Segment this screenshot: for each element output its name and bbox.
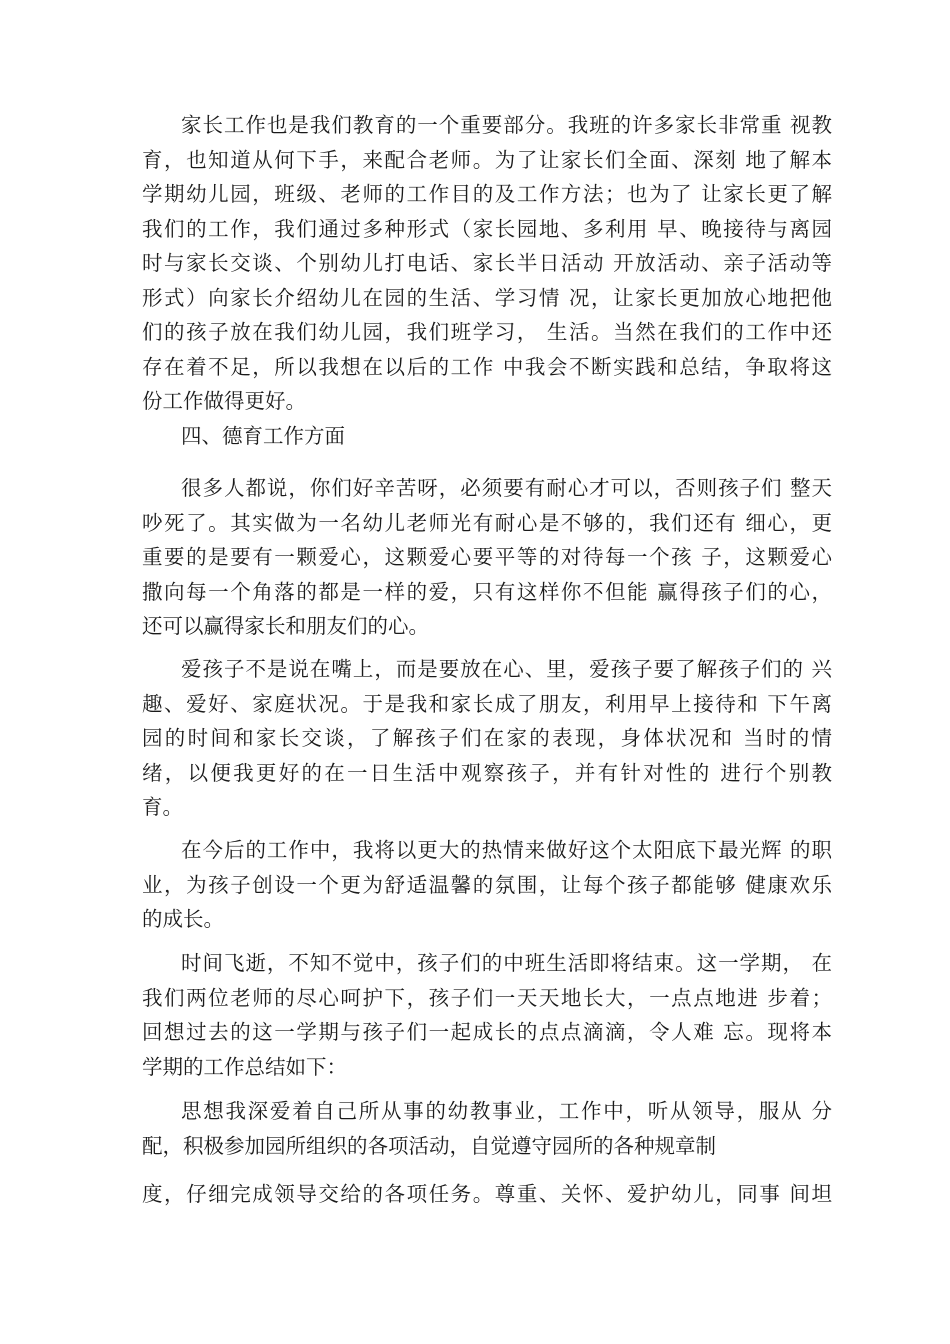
section-heading: 四、德育工作方面	[181, 424, 345, 448]
paragraph-thought	[142, 1094, 832, 1163]
text-line: 度，仔细完成领导交给的各项任务。尊重、关怀、爱护幼儿，同事 间坦	[142, 1182, 832, 1206]
text-line: 撒向每一个角落的都是一样的爱，只有这样你不但能 赢得孩子们的心，	[142, 579, 832, 604]
text-line: 学期幼儿园，班级、老师的工作目的及工作方法；也为了 让家长更了解	[142, 182, 832, 206]
text-line: 我们的工作，我们通过多种形式（家长园地、多利用 早、晚接待与离园	[142, 216, 832, 241]
text-line: 思想我深爱着自己所从事的幼教事业，工作中，听从领导，服从 分	[181, 1099, 832, 1123]
text-line: 育，也知道从何下手，来配合老师。为了让家长们全面、深刻 地了解本	[142, 147, 832, 172]
text-line: 业，为孩子创设一个更为舒适温馨的氛围，让每个孩子都能够 健康欢乐	[142, 872, 832, 897]
text-line: 重要的是要有一颗爱心，这颗爱心要平等的对待每一个孩 子，这颗爱心	[142, 545, 832, 569]
text-line: 在今后的工作中，我将以更大的热情来做好这个太阳底下最光辉 的职	[181, 838, 832, 862]
text-line: 份工作做得更好。	[142, 389, 306, 413]
text-line: 趣、爱好、家庭状况。于是我和家长成了朋友，利用早上接待和 下午离	[142, 691, 832, 716]
text-line: 的成长。	[142, 907, 224, 931]
text-line: 存在着不足，所以我想在以后的工作 中我会不断实践和总结，争取将这	[142, 354, 832, 379]
text-line: 形式）向家长介绍幼儿在园的生活、学习情 况，让家长更加放心地把他	[142, 285, 832, 310]
text-line: 回想过去的这一学期与孩子们一起成长的点点滴滴，令人难 忘。现将本	[142, 1020, 832, 1044]
text-line: 学期的工作总结如下：	[142, 1054, 347, 1079]
text-line: 园的时间和家长交谈，了解孩子们在家的表现，身体状况和 当时的情	[142, 726, 832, 750]
text-line: 还可以赢得家长和朋友们的心。	[142, 614, 429, 638]
text-line: 爱孩子不是说在嘴上，而是要放在心、里，爱孩子要了解孩子们的 兴	[181, 657, 832, 681]
paragraph-duties-continued	[142, 1177, 832, 1212]
text-line: 绪，以便我更好的在一日生活中观察孩子，并有针对性的 进行个别教	[142, 760, 832, 785]
text-line: 很多人都说，你们好辛苦呀，必须要有耐心才可以，否则孩子们 整天	[181, 476, 832, 500]
text-line: 育。	[142, 795, 183, 819]
text-line: 家长工作也是我们教育的一个重要部分。我班的许多家长非常重 视教	[181, 113, 832, 137]
text-line: 们的孩子放在我们幼儿园，我们班学习， 生活。当然在我们的工作中还	[142, 320, 832, 344]
text-line: 吵死了。其实做为一名幼儿老师光有耐心是不够的，我们还有 细心，更	[142, 510, 832, 535]
text-line: 时与家长交谈、个别幼儿打电话、家长半日活动 开放活动、亲子活动等	[142, 251, 832, 275]
text-line: 配，积极参加园所组织的各项活动，自觉遵守园所的各种规章制	[142, 1133, 716, 1158]
text-line: 时间飞逝，不知不觉中，孩子们的中班生活即将结束。这一学期， 在	[181, 951, 832, 975]
paragraph-love-children	[142, 652, 832, 825]
paragraph-time-flies	[142, 946, 832, 1084]
text-line: 我们两位老师的尽心呵护下，孩子们一天天地长大，一点点地进 步着；	[142, 985, 832, 1010]
paragraph-moral-education	[142, 471, 832, 644]
paragraph-future-work	[142, 833, 832, 937]
paragraph-parent-work	[142, 108, 832, 419]
